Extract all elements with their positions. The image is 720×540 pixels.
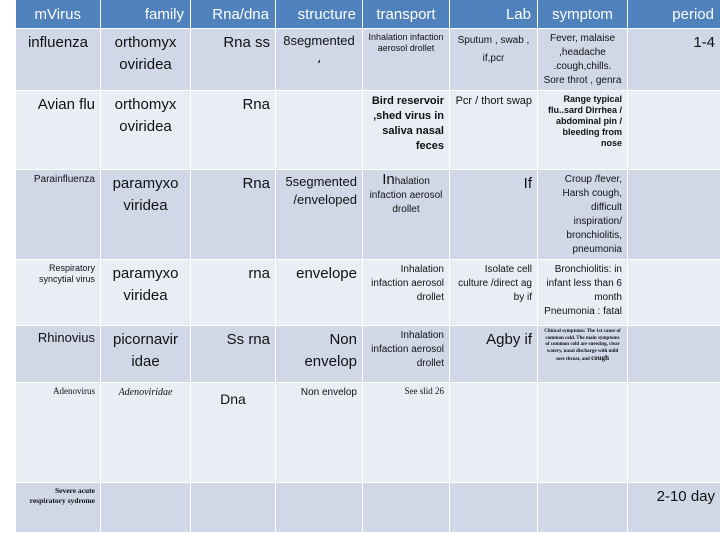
cell-family: paramyxo viridea bbox=[101, 170, 191, 260]
transport-initial: In bbox=[382, 171, 395, 188]
cell-virus: Parainfluenza bbox=[16, 170, 101, 260]
cell-lab bbox=[450, 383, 538, 483]
cell-period bbox=[628, 170, 720, 260]
table-row bbox=[16, 260, 720, 326]
cell-structure bbox=[276, 483, 363, 533]
header-symptom: symptom bbox=[538, 0, 628, 29]
cell-structure: 5segmented /enveloped bbox=[276, 170, 363, 260]
cell-lab: Isolate cell culture /direct ag by if bbox=[450, 260, 538, 326]
cell-transport: Inhalation infaction aerosol drollet bbox=[363, 29, 450, 91]
cell-family: paramyxo viridea bbox=[101, 260, 191, 326]
cell-structure: Non envelop bbox=[276, 383, 363, 483]
cell-period bbox=[628, 260, 720, 326]
cell-rna-dna: Ss rna bbox=[191, 326, 276, 383]
cell-rna-dna: Rna bbox=[191, 170, 276, 260]
cell-period bbox=[628, 383, 720, 483]
table-row bbox=[16, 170, 720, 260]
symptom-text: Clinical symptoms: The 1st cause of common cold. The main symptoms of common cold are sneezing, clear watery, nasal discharge with mild sore throat, and bbox=[544, 329, 621, 362]
cell-transport bbox=[363, 483, 450, 533]
cell-period: 2-10 day bbox=[628, 483, 720, 533]
cell-symptom: Range typical flu..sard Dirrhea / abdominal pin / bleeding from nose bbox=[538, 91, 628, 170]
cell-virus: Adenovirus bbox=[16, 383, 101, 483]
cell-virus: influenza bbox=[16, 29, 101, 91]
transport-rest: halation infaction aerosol drollet bbox=[369, 176, 443, 215]
cell-symptom bbox=[538, 483, 628, 533]
cell-structure: 8segmented ، bbox=[276, 29, 363, 91]
cell-structure bbox=[276, 91, 363, 170]
cell-transport: Bird reservoir ,shed virus in saliva nasal feces bbox=[363, 91, 450, 170]
cell-transport: Inhalation infaction aerosol drollet bbox=[363, 260, 450, 326]
cell-virus: Rhinovius bbox=[16, 326, 101, 383]
cell-lab: Pcr / thort swap bbox=[450, 91, 538, 170]
header-row bbox=[16, 0, 720, 29]
cell-symptom: Fever, malaise ,headache .cough,chills. Sore throt , genra bbox=[538, 29, 628, 91]
cell-symptom bbox=[538, 383, 628, 483]
table-row bbox=[16, 326, 720, 383]
header-period: period bbox=[628, 0, 720, 29]
header-family: family bbox=[101, 0, 191, 29]
header-transport: transport bbox=[363, 0, 450, 29]
cell-period bbox=[628, 91, 720, 170]
cell-family: picornavir idae bbox=[101, 326, 191, 383]
cell-rna-dna bbox=[191, 483, 276, 533]
cell-family: orthomyx oviridea bbox=[101, 91, 191, 170]
cell-rna-dna: Rna ss bbox=[191, 29, 276, 91]
cell-family: orthomyx oviridea bbox=[101, 29, 191, 91]
cell-transport bbox=[363, 170, 450, 260]
cell-family bbox=[101, 483, 191, 533]
cell-rna-dna: Rna bbox=[191, 91, 276, 170]
cell-symptom bbox=[538, 326, 628, 383]
cell-structure: Non envelop bbox=[276, 326, 363, 383]
cell-rna-dna: Dna bbox=[191, 383, 276, 483]
cell-symptom: Croup /fever, Harsh cough, difficult inspiration/ bronchiolitis, pneumonia bbox=[538, 170, 628, 260]
cell-lab bbox=[450, 483, 538, 533]
cell-transport: Inhalation infaction aerosol drollet bbox=[363, 326, 450, 383]
cell-virus: Severe acute respiratory sydrome bbox=[16, 483, 101, 533]
cell-lab: If bbox=[450, 170, 538, 260]
cell-virus: Avian flu bbox=[16, 91, 101, 170]
table-row bbox=[16, 383, 720, 483]
table-row bbox=[16, 483, 720, 533]
table-row bbox=[16, 91, 720, 170]
cell-family: Adenoviridae bbox=[101, 383, 191, 483]
header-structure: structure bbox=[276, 0, 363, 29]
virus-table bbox=[15, 0, 720, 517]
cell-symptom: Bronchiolitis: in infant less than 6 month Pneumonia : fatal bbox=[538, 260, 628, 326]
cell-rna-dna: rna bbox=[191, 260, 276, 326]
symptom-tail: cough bbox=[591, 354, 609, 362]
header-rna-dna: Rna/dna bbox=[191, 0, 276, 29]
cell-period bbox=[628, 326, 720, 383]
header-virus: mVirus bbox=[16, 0, 101, 29]
cell-virus: Respiratory syncytial virus bbox=[16, 260, 101, 326]
cell-structure: envelope bbox=[276, 260, 363, 326]
table-row bbox=[16, 29, 720, 91]
cell-lab: Sputum , swab , if,pcr bbox=[450, 29, 538, 91]
cell-period: 1-4 bbox=[628, 29, 720, 91]
header-lab: Lab bbox=[450, 0, 538, 29]
cell-transport: See slid 26 bbox=[363, 383, 450, 483]
cell-lab: Agby if bbox=[450, 326, 538, 383]
